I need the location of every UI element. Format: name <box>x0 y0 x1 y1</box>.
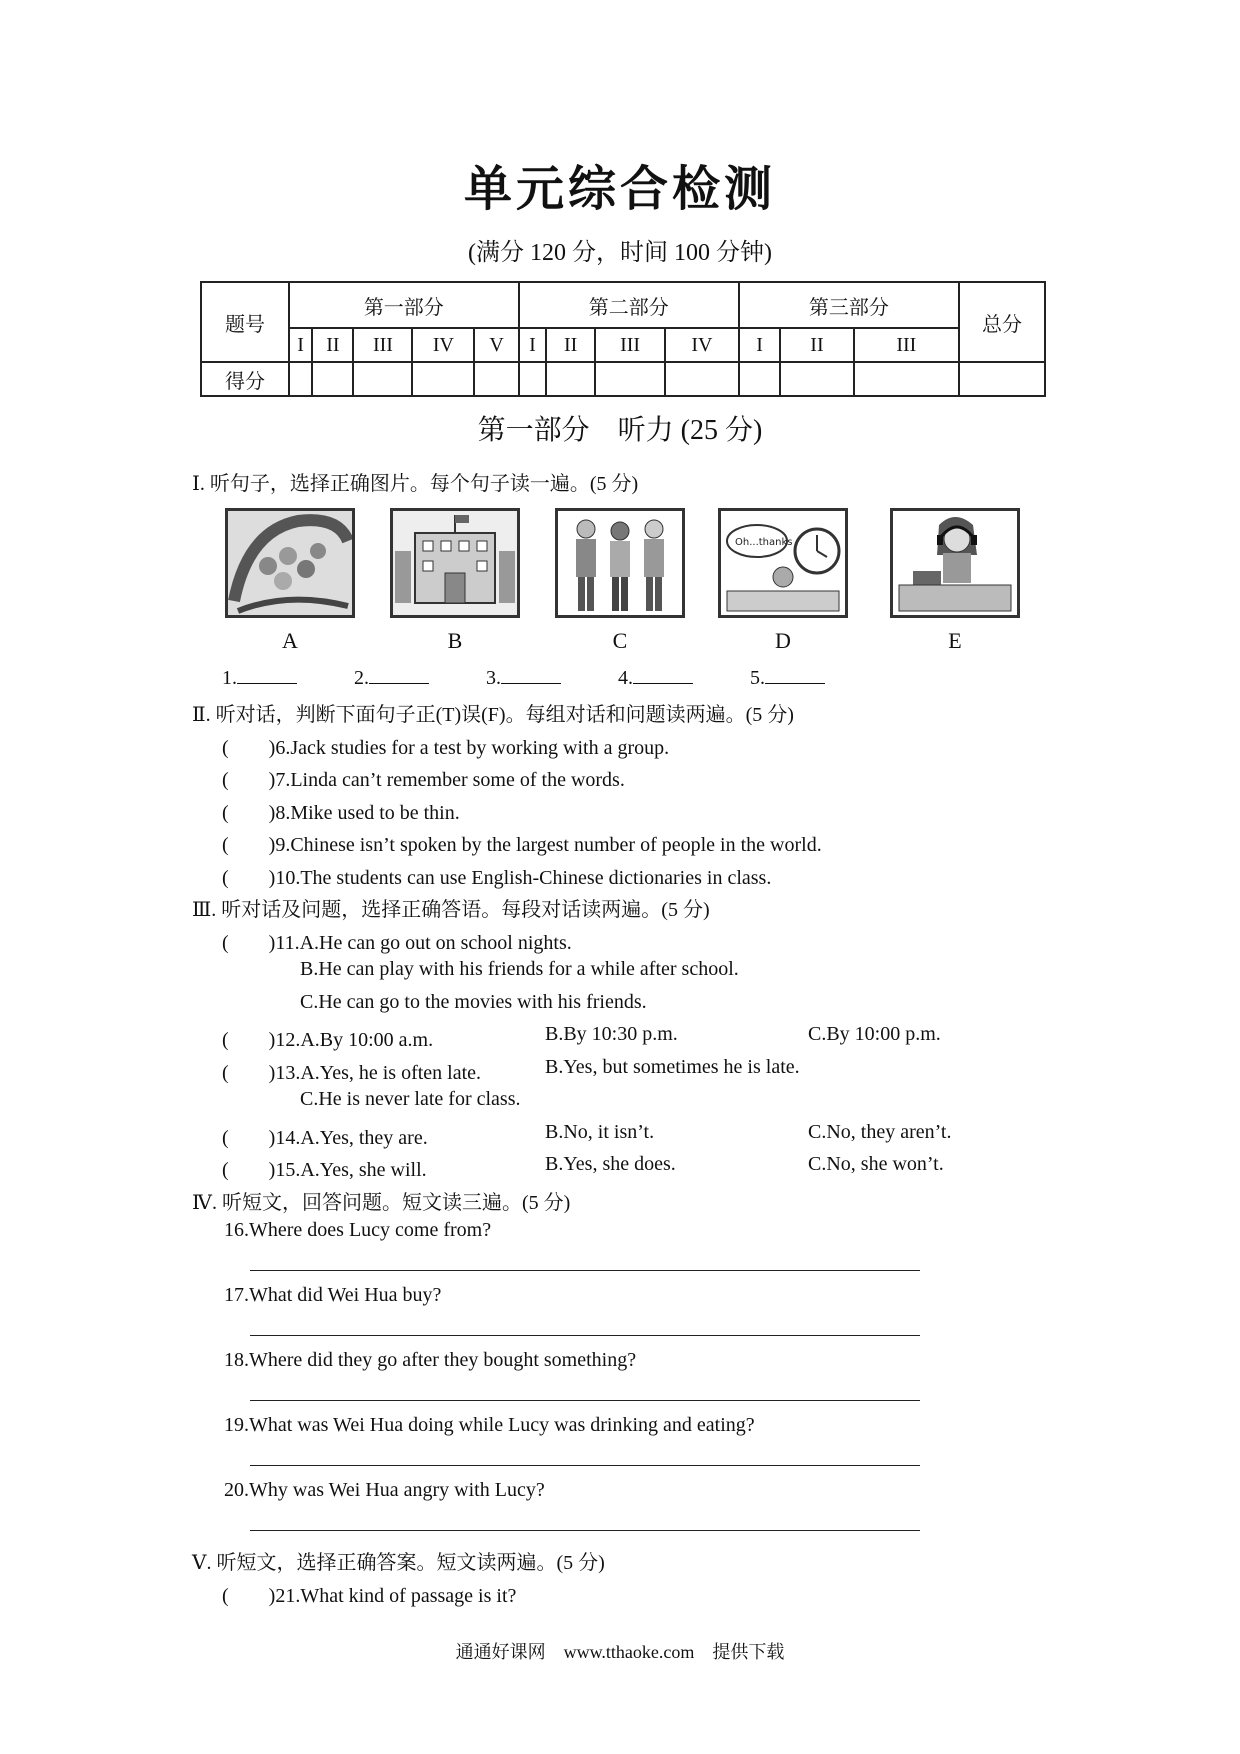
three-students-picture-icon <box>558 511 682 615</box>
picture-label: A <box>282 628 298 653</box>
q13-option-b: B.Yes, but sometimes he is late. <box>545 1056 800 1078</box>
q5-heading: Ⅴ. 听短文，选择正确答案。短文读两遍。(5 分) <box>192 1552 605 1574</box>
score-cell <box>739 362 780 396</box>
score-table-col: III <box>353 328 412 362</box>
blank-number: 2. <box>354 667 369 689</box>
q13-option-c: C.He is never late for class. <box>300 1088 521 1110</box>
answer-blank[interactable] <box>633 665 693 684</box>
score-table-part3: 第三部分 <box>739 282 959 328</box>
answer-line[interactable] <box>250 1530 920 1531</box>
score-cell <box>519 362 547 396</box>
score-cell <box>595 362 665 396</box>
picture-label: B <box>447 628 463 653</box>
roller-coaster-children-picture-icon <box>228 511 352 615</box>
score-table-col: III <box>854 328 959 362</box>
q4-question: 18.Where did they go after they bought something? <box>224 1349 637 1371</box>
blank-number: 3. <box>486 667 501 689</box>
picture-d <box>718 508 848 618</box>
score-cell <box>412 362 474 396</box>
picture-b <box>390 508 520 618</box>
q5-item: ( )21.What kind of passage is it? <box>222 1585 517 1607</box>
score-cell <box>780 362 853 396</box>
picture-label: D <box>775 628 791 653</box>
q4-question: 20.Why was Wei Hua angry with Lucy? <box>224 1479 545 1501</box>
blank-number: 5. <box>750 667 765 689</box>
q2-item: ( )10.The students can use English-Chinese dictionaries in class. <box>222 867 772 889</box>
q4-question: 16.Where does Lucy come from? <box>224 1219 492 1241</box>
answer-blank[interactable] <box>501 665 561 684</box>
answer-line[interactable] <box>250 1270 920 1271</box>
score-cell <box>312 362 353 396</box>
answer-line[interactable] <box>250 1400 920 1401</box>
page-subtitle: (满分 120 分，时间 100 分钟) <box>468 240 772 266</box>
q2-item: ( )6.Jack studies for a test by working with a group. <box>222 737 670 759</box>
score-cell <box>289 362 312 396</box>
boy-sleeping-clock-picture-icon <box>721 511 845 615</box>
answer-line[interactable] <box>250 1465 920 1466</box>
score-table <box>200 281 1046 397</box>
score-table-col: I <box>289 328 312 362</box>
school-building-picture-icon <box>393 511 517 615</box>
picture-e <box>890 508 1020 618</box>
score-table-col: IV <box>412 328 474 362</box>
score-table-total: 总分 <box>959 282 1045 362</box>
score-table-part1: 第一部分 <box>289 282 519 328</box>
score-table-header-score: 得分 <box>201 362 289 396</box>
q2-heading: Ⅱ. 听对话，判断下面句子正(T)误(F)。每组对话和问题读两遍。(5 分) <box>192 704 794 726</box>
q12-option-a: ( )12.A.By 10:00 a.m. <box>222 1029 434 1051</box>
score-table-col: II <box>312 328 353 362</box>
picture-c <box>555 508 685 618</box>
score-cell <box>353 362 412 396</box>
speech-bubble-text: Oh...thanks <box>735 537 793 548</box>
score-table-col: III <box>595 328 665 362</box>
q2-item: ( )9.Chinese isn’t spoken by the largest number of people in the world. <box>222 834 822 856</box>
score-cell <box>854 362 959 396</box>
q14-option-b: B.No, it isn’t. <box>545 1121 655 1143</box>
answer-line[interactable] <box>250 1335 920 1336</box>
answer-blank[interactable] <box>369 665 429 684</box>
q15-option-c: C.No, she won’t. <box>808 1153 944 1175</box>
score-cell <box>546 362 595 396</box>
score-table-part2: 第二部分 <box>519 282 739 328</box>
q2-item: ( )8.Mike used to be thin. <box>222 802 460 824</box>
blank-number: 1. <box>222 667 237 689</box>
footer-source: 通通好课网 www.tthaoke.com 提供下载 <box>455 1642 785 1662</box>
q1-heading: Ⅰ. 听句子，选择正确图片。每个句子读一遍。(5 分) <box>192 473 639 495</box>
answer-blank[interactable] <box>237 665 297 684</box>
score-cell <box>959 362 1045 396</box>
q14-option-a: ( )14.A.Yes, they are. <box>222 1127 428 1149</box>
picture-label: E <box>948 628 962 653</box>
q15-option-a: ( )15.A.Yes, she will. <box>222 1159 427 1181</box>
section-title: 第一部分 听力 (25 分) <box>477 415 763 446</box>
score-cell <box>474 362 518 396</box>
blank-number: 4. <box>618 667 633 689</box>
picture-label: C <box>612 628 628 653</box>
score-cell <box>665 362 739 396</box>
q1-answer-blanks <box>222 665 877 690</box>
q11-option-b: B.He can play with his friends for a while after school. <box>300 958 739 980</box>
score-table-col: V <box>474 328 518 362</box>
score-table-col: II <box>780 328 853 362</box>
q4-question: 17.What did Wei Hua buy? <box>224 1284 442 1306</box>
q11-option-c: C.He can go to the movies with his friends. <box>300 991 647 1013</box>
score-table-col: II <box>546 328 595 362</box>
score-table-col: I <box>739 328 780 362</box>
q14-option-c: C.No, they aren’t. <box>808 1121 952 1143</box>
score-table-col: I <box>519 328 547 362</box>
q13-option-a: ( )13.A.Yes, he is often late. <box>222 1062 482 1084</box>
q4-question: 19.What was Wei Hua doing while Lucy was drinking and eating? <box>224 1414 755 1436</box>
answer-blank[interactable] <box>765 665 825 684</box>
q11-option-a: ( )11.A.He can go out on school nights. <box>222 932 572 954</box>
picture-a <box>225 508 355 618</box>
q3-heading: Ⅲ. 听对话及问题，选择正确答语。每段对话读两遍。(5 分) <box>192 899 710 921</box>
page-title: 单元综合检测 <box>463 161 776 217</box>
q12-option-b: B.By 10:30 p.m. <box>545 1023 678 1045</box>
girl-headphones-desk-picture-icon <box>893 511 1017 615</box>
q4-heading: Ⅳ. 听短文，回答问题。短文读三遍。(5 分) <box>192 1192 571 1214</box>
q15-option-b: B.Yes, she does. <box>545 1153 676 1175</box>
q12-option-c: C.By 10:00 p.m. <box>808 1023 941 1045</box>
score-table-header-number: 题号 <box>201 282 289 362</box>
q2-item: ( )7.Linda can’t remember some of the words. <box>222 769 625 791</box>
score-table-col: IV <box>665 328 739 362</box>
